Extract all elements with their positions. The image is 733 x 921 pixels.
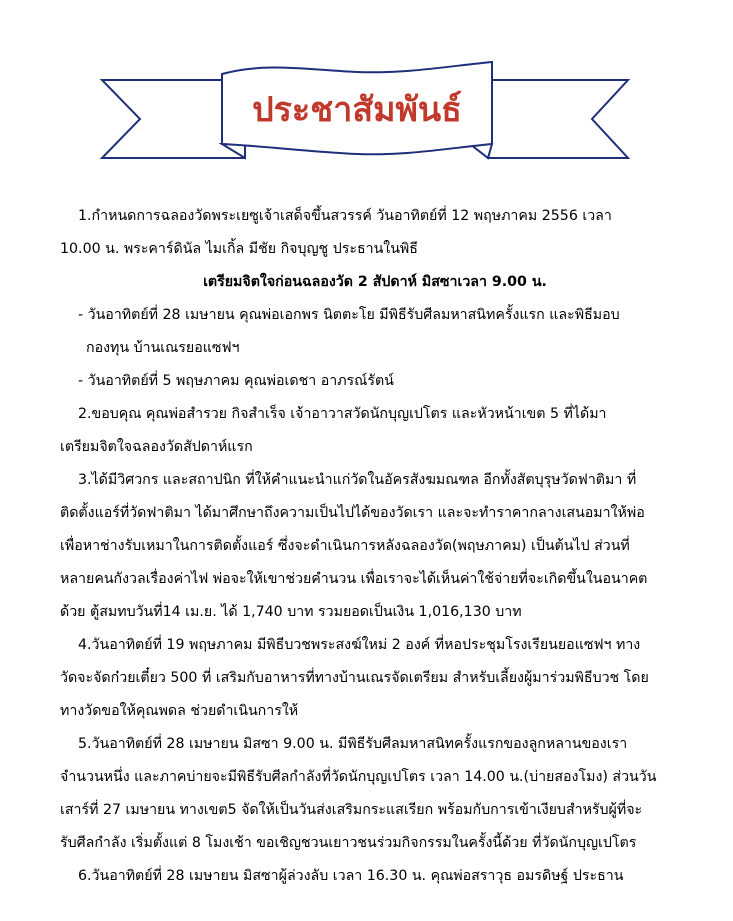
paragraph-line: ด้วย ตู้สมทบวันที่14 เม.ย. ได้ 1,740 บาท รวมยอดเป็นเงิน 1,016,130 บาท [60,604,522,620]
announcement-body [60,200,690,893]
paragraph-line: จำนวนหนึ่ง และภาคบ่ายจะมีพิธีรับศีลกำลังที่วัดนักบุญเปโตร เวลา 14.00 น.(บ่ายสองโมง) ส่วนวัน [60,769,657,785]
ribbon-banner [0,0,733,200]
paragraph-line: เตรียมจิตใจฉลองวัดสัปดาห์แรก [60,439,253,455]
paragraph-line: ติดตั้งแอร์ที่วัดฟาติมา ได้มาศึกษาถึงความเป็นไปได้ของวัดเรา และจะทำราคากลางเสนอมาให้พ่อ [60,505,645,521]
list-item-continuation: กองทุน บ้านเณรยอแซฟฯ [86,340,240,356]
section-heading: เตรียมจิตใจก่อนฉลองวัด 2 สัปดาห์ มิสซาเวลา 9.00 น. [203,274,547,290]
paragraph-line: หลายคนกังวลเรื่องค่าไฟ พ่อจะให้เขาช่วยคำนวน เพื่อเราจะได้เห็นค่าใช้จ่ายที่จะเกิดขึ้นในอนาคต [60,571,648,587]
list-item: - วันอาทิตย์ที่ 5 พฤษภาคม คุณพ่อเดชา อาภรณ์รัตน์ [78,373,394,389]
paragraph-line: 5.วันอาทิตย์ที่ 28 เมษายน มิสซา 9.00 น. มีพิธีรับศีลมหาสนิทครั้งแรกของลูกหลานของเรา [78,736,628,752]
paragraph-line: ทางวัดขอให้คุณพดล ช่วยดำเนินการให้ [60,703,299,719]
list-item: - วันอาทิตย์ที่ 28 เมษายน คุณพ่อเอกพร นิตตะโย มีพิธีรับศีลมหาสนิทครั้งแรก และพิธีมอบ [78,307,620,323]
paragraph-line: รับศีลกำลัง เริ่มตั้งแต่ 8 โมงเช้า ขอเชิญชวนเยาวชนร่วมกิจกรรมในครั้งนี้ด้วย ที่วัดนักบุญเปโตร [60,835,637,851]
paragraph-line: 3.ได้มีวิศวกร และสถาปนิก ที่ให้คำแนะนำแก่วัดในอัครสังฆมณฑล อีกทั้งสัตบุรุษวัดฟาติมา ที่ [78,472,637,488]
paragraph-line: 4.วันอาทิตย์ที่ 19 พฤษภาคม มีพิธีบวชพระสงฆ์ใหม่ 2 องค์ ที่หอประชุมโรงเรียนยอแซฟฯ ทาง [78,637,641,653]
paragraph-line: วัดจะจัดก๋วยเตี๋ยว 500 ที่ เสริมกับอาหารที่ทางบ้านเณรจัดเตรียม สำหรับเลี้ยงผู้มาร่วมพิธีบวช โดย [60,670,649,686]
paragraph-line: เสาร์ที่ 27 เมษายน ทางเขต5 จัดให้เป็นวันส่งเสริมกระแสเรียก พร้อมกับการเข้าเงียบสำหรับผู้ที่จะ [60,802,643,818]
paragraph-line: 10.00 น. พระคาร์ดินัล ไมเกิ้ล มีชัย กิจบุญชู ประธานในพิธี [60,241,418,257]
paragraph-line: 1.กำหนดการฉลองวัดพระเยซูเจ้าเสด็จขึ้นสวรรค์ วันอาทิตย์ที่ 12 พฤษภาคม 2556 เวลา [78,208,612,224]
paragraph-line: 2.ขอบคุณ คุณพ่อสำรวย กิจสำเร็จ เจ้าอาวาสวัดนักบุญเปโตร และหัวหน้าเขต 5 ที่ได้มา [78,406,607,422]
paragraph-line: 6.วันอาทิตย์ที่ 28 เมษายน มิสซาผู้ล่วงลับ เวลา 16.30 น. คุณพ่อสราวุธ อมรดิษฐ์ ประธาน [78,868,624,884]
banner-title: ประชาสัมพันธ์ [252,90,462,130]
paragraph-line: เพื่อหาช่างรับเหมาในการติดตั้งแอร์ ซึ่งจะดำเนินการหลังฉลองวัด(พฤษภาคม) เป็นต้นไป ส่วนที่ [60,538,630,554]
